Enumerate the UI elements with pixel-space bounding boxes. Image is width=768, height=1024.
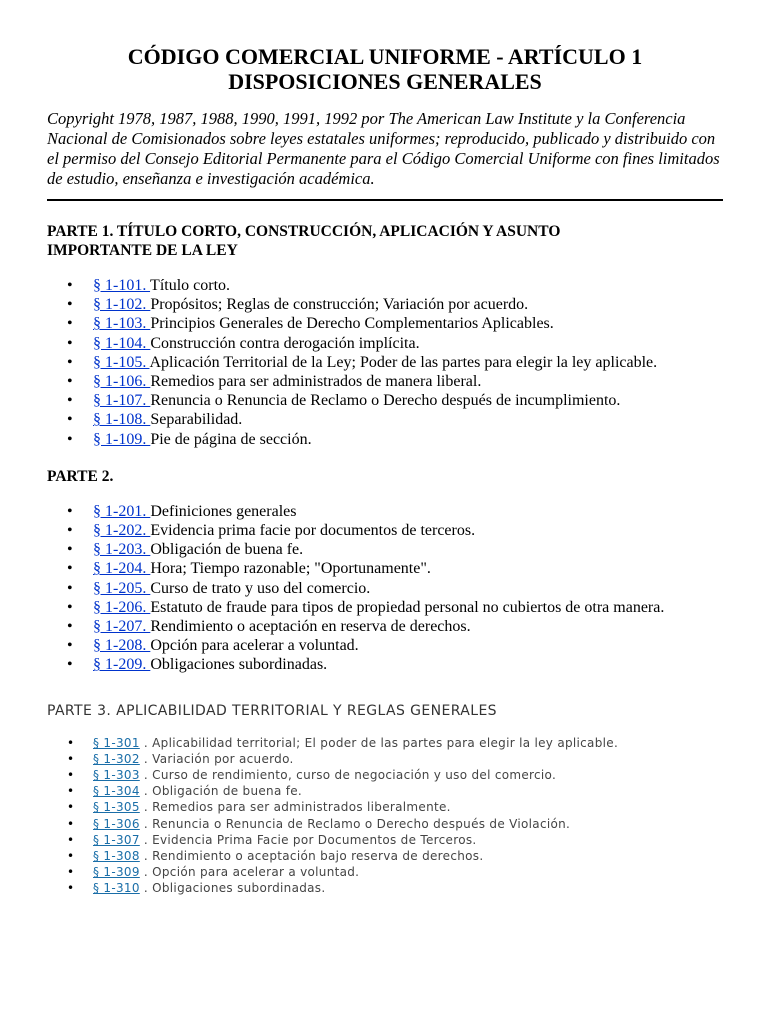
section-title: Propósitos; Reglas de construcción; Variación por acuerdo. <box>150 296 529 314</box>
section-list-item <box>47 816 723 832</box>
section-link[interactable]: § 1-303 <box>93 768 140 783</box>
section-list-item <box>47 783 723 799</box>
section-link[interactable]: § 1-106. <box>93 373 151 391</box>
section-link[interactable]: § 1-202. <box>93 522 151 540</box>
section-title: Separabilidad. <box>150 411 243 429</box>
title-line-2: DISPOSICIONES GENERALES <box>228 69 542 94</box>
section-title: Principios Generales de Derecho Complementarios Aplicables. <box>150 315 554 333</box>
section-title: Construcción contra derogación implícita. <box>150 334 420 352</box>
section-list-item <box>47 410 723 429</box>
bullet-icon: • <box>67 560 73 578</box>
part-1-section-list <box>47 276 723 449</box>
section-link[interactable]: § 1-203. <box>93 541 151 559</box>
section-list-item <box>47 372 723 391</box>
section-list-item <box>47 751 723 767</box>
section-title: . Evidencia Prima Facie por Documentos de Terceros. <box>139 832 477 847</box>
document-title <box>47 0 723 94</box>
section-title: Estatuto de fraude para tipos de propiedad personal no cubiertos de otra manera. <box>150 598 665 616</box>
section-link[interactable]: § 1-105. <box>93 353 150 371</box>
section-title: Remedios para ser administrados de manera liberal. <box>150 373 482 391</box>
section-link[interactable]: § 1-101. <box>93 277 151 294</box>
section-link[interactable]: § 1-103. <box>93 315 151 333</box>
part-1-heading-line-2: IMPORTANTE DE LA LEY <box>47 242 238 259</box>
bullet-icon: • <box>67 353 73 371</box>
section-link[interactable]: § 1-207. <box>93 618 151 636</box>
bullet-icon: • <box>67 334 73 352</box>
section-list-item <box>47 295 723 314</box>
part-1-heading-line-1: PARTE 1. TÍTULO CORTO, CONSTRUCCIÓN, APLICACIÓN Y ASUNTO <box>47 223 561 240</box>
section-title: Definiciones generales <box>150 502 297 520</box>
section-list-item <box>47 598 723 617</box>
section-link[interactable]: § 1-206. <box>93 598 151 616</box>
part-1-heading <box>47 222 723 260</box>
document-page <box>47 0 723 897</box>
bullet-icon: • <box>67 865 75 880</box>
section-title: Pie de página de sección. <box>150 430 312 448</box>
section-link[interactable]: § 1-309 <box>93 865 140 880</box>
part-2-section-list <box>47 502 723 675</box>
section-title: . Aplicabilidad territorial; El poder de las partes para elegir la ley aplicable. <box>139 735 619 750</box>
section-list-item <box>47 521 723 540</box>
bullet-icon: • <box>67 656 73 674</box>
section-list-item <box>47 880 723 896</box>
divider-rule <box>47 199 723 201</box>
section-title: Título corto. <box>150 277 231 294</box>
section-list-item <box>47 276 723 295</box>
bullet-icon: • <box>67 832 75 847</box>
section-title: . Opción para acelerar a voluntad. <box>139 865 360 880</box>
section-title: Renuncia o Renuncia de Reclamo o Derecho después de incumplimiento. <box>150 392 621 410</box>
section-list-item <box>47 617 723 636</box>
bullet-icon: • <box>67 502 73 520</box>
section-list-item <box>47 799 723 815</box>
section-title: . Renuncia o Renuncia de Reclamo o Derecho después de Violación. <box>139 816 571 831</box>
section-title: Obligaciones subordinadas. <box>150 656 328 674</box>
bullet-icon: • <box>67 430 73 448</box>
bullet-icon: • <box>67 541 73 559</box>
bullet-icon: • <box>67 881 75 896</box>
bullet-icon: • <box>67 816 75 831</box>
section-link[interactable]: § 1-104. <box>93 334 151 352</box>
bullet-icon: • <box>67 373 73 391</box>
part-3-heading: PARTE 3. APLICABILIDAD TERRITORIAL Y REGLAS GENERALES <box>47 702 497 719</box>
section-title: . Rendimiento o aceptación bajo reserva de derechos. <box>139 849 484 864</box>
section-title: Opción para acelerar a voluntad. <box>150 637 359 655</box>
section-list-item <box>47 848 723 864</box>
section-list-item <box>47 735 723 751</box>
part-3-section-list <box>47 735 723 897</box>
section-list-item <box>47 430 723 449</box>
title-line-1: CÓDIGO COMERCIAL UNIFORME - ARTÍCULO 1 <box>127 44 643 69</box>
section-title: Rendimiento o aceptación en reserva de derechos. <box>150 618 471 636</box>
bullet-icon: • <box>67 522 73 540</box>
section-list-item <box>47 502 723 521</box>
bullet-icon: • <box>67 735 75 750</box>
section-list-item <box>47 832 723 848</box>
bullet-icon: • <box>67 315 73 333</box>
section-list-item <box>47 636 723 655</box>
section-title: Curso de trato y uso del comercio. <box>150 579 371 597</box>
section-list-item <box>47 767 723 783</box>
part-2-heading: PARTE 2. <box>47 467 114 485</box>
section-title: . Variación por acuerdo. <box>139 751 294 766</box>
section-list-item <box>47 540 723 559</box>
section-title: . Obligación de buena fe. <box>139 784 303 799</box>
bullet-icon: • <box>67 768 75 783</box>
bullet-icon: • <box>67 296 73 314</box>
section-link[interactable]: § 1-301 <box>93 735 140 750</box>
section-link[interactable]: § 1-310 <box>93 881 140 896</box>
section-list-item <box>47 353 723 372</box>
section-link[interactable]: § 1-306 <box>93 816 140 831</box>
section-title: Aplicación Territorial de la Ley; Poder de las partes para elegir la ley aplicable. <box>149 353 658 371</box>
section-list-item <box>47 314 723 333</box>
section-link[interactable]: § 1-108. <box>93 411 151 429</box>
section-list-item <box>47 391 723 410</box>
section-list-item <box>47 579 723 598</box>
section-link[interactable]: § 1-201. <box>93 502 151 520</box>
section-title: . Remedios para ser administrados liberalmente. <box>139 800 451 815</box>
bullet-icon: • <box>67 751 75 766</box>
section-link[interactable]: § 1-107. <box>93 392 151 410</box>
section-link[interactable]: § 1-102. <box>93 296 151 314</box>
section-link[interactable]: § 1-305 <box>93 800 140 815</box>
section-link[interactable]: § 1-209. <box>93 656 151 674</box>
section-title: Obligación de buena fe. <box>150 541 304 559</box>
section-list-item <box>47 864 723 880</box>
section-list-item <box>47 334 723 353</box>
section-link[interactable]: § 1-304 <box>93 784 140 799</box>
section-link[interactable]: § 1-307 <box>93 832 140 847</box>
section-list-item <box>47 559 723 578</box>
bullet-icon: • <box>67 849 75 864</box>
bullet-icon: • <box>67 637 73 655</box>
bullet-icon: • <box>67 411 73 429</box>
bullet-icon: • <box>67 277 73 294</box>
bullet-icon: • <box>67 618 73 636</box>
section-link[interactable]: § 1-208. <box>93 637 151 655</box>
section-title: . Curso de rendimiento, curso de negociación y uso del comercio. <box>139 768 557 783</box>
section-link[interactable]: § 1-302 <box>93 751 140 766</box>
section-title: . Obligaciones subordinadas. <box>139 881 326 896</box>
section-list-item <box>47 655 723 674</box>
section-link[interactable]: § 1-204. <box>93 560 151 578</box>
bullet-icon: • <box>67 800 75 815</box>
bullet-icon: • <box>67 579 73 597</box>
copyright-notice: Copyright 1978, 1987, 1988, 1990, 1991, 1992 por The American Law Institute y la Conferencia Nacional de Comisionados sobre leyes estatales uniformes; reproducido, publicado y distribuido con el permiso del Consejo Editorial Permanente para el Código Comercial Uniforme con fines limitados de estudio, enseñanza e investigación académica. <box>47 109 720 188</box>
bullet-icon: • <box>67 598 73 616</box>
section-title: Evidencia prima facie por documentos de terceros. <box>150 522 476 540</box>
bullet-icon: • <box>67 392 73 410</box>
section-link[interactable]: § 1-205. <box>93 579 151 597</box>
section-link[interactable]: § 1-308 <box>93 849 140 864</box>
section-title: Hora; Tiempo razonable; "Oportunamente". <box>150 560 431 578</box>
bullet-icon: • <box>67 784 75 799</box>
section-link[interactable]: § 1-109. <box>93 430 151 448</box>
